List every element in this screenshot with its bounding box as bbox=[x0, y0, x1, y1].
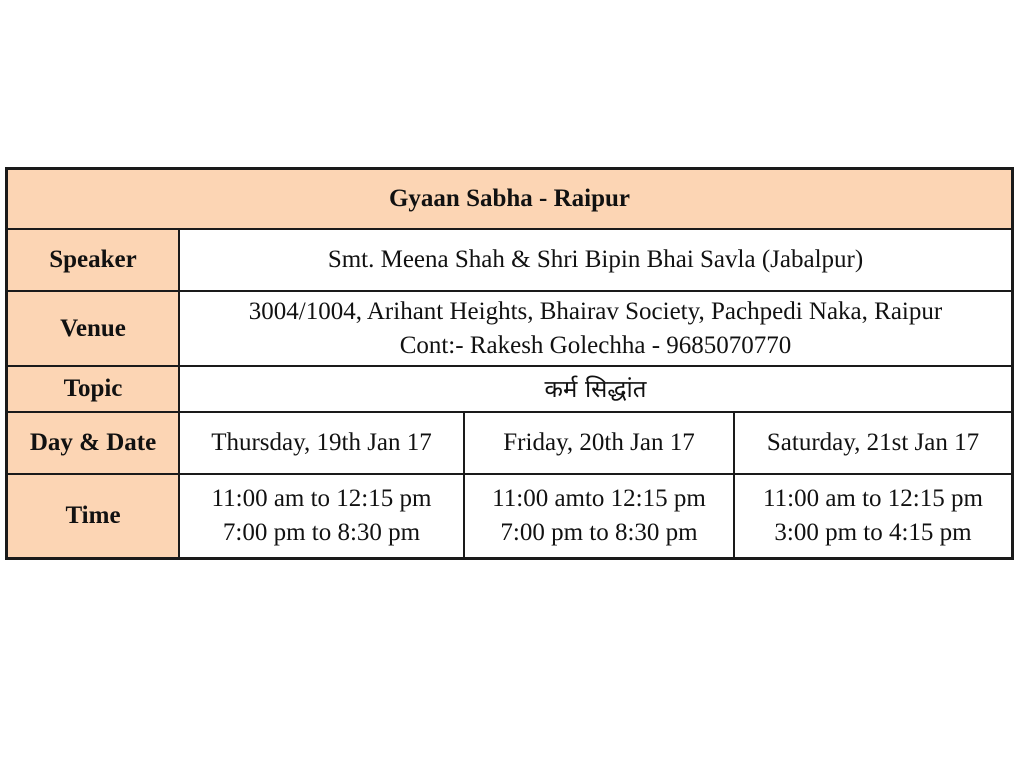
time-slot: 11:00 amto 12:15 pm bbox=[492, 485, 706, 512]
time-slot: 11:00 am to 12:15 pm bbox=[763, 485, 983, 512]
day-date-cell: Friday, 20th Jan 17 bbox=[465, 413, 735, 475]
topic-value: कर्म सिद्धांत bbox=[180, 367, 1011, 413]
topic-label: Topic bbox=[8, 367, 180, 413]
time-label: Time bbox=[8, 475, 180, 557]
speaker-label: Speaker bbox=[8, 230, 180, 292]
day-date-cell: Thursday, 19th Jan 17 bbox=[180, 413, 465, 475]
time-slot: 7:00 pm to 8:30 pm bbox=[222, 519, 421, 546]
venue-label: Venue bbox=[8, 292, 180, 367]
time-cell bbox=[735, 475, 1011, 557]
time-slot: 3:00 pm to 4:15 pm bbox=[774, 519, 972, 546]
table-title: Gyaan Sabha - Raipur bbox=[8, 170, 1011, 230]
venue-value bbox=[180, 292, 1011, 367]
time-cell bbox=[180, 475, 465, 557]
time-slot: 11:00 am to 12:15 pm bbox=[211, 485, 432, 512]
speaker-value: Smt. Meena Shah & Shri Bipin Bhai Savla (Jabalpur) bbox=[180, 230, 1011, 292]
time-cell bbox=[465, 475, 735, 557]
day-date-label: Day & Date bbox=[8, 413, 180, 475]
venue-contact: Cont:- Rakesh Golechha - 9685070770 bbox=[399, 331, 792, 359]
day-date-cell: Saturday, 21st Jan 17 bbox=[735, 413, 1011, 475]
venue-address: 3004/1004, Arihant Heights, Bhairav Society, Pachpedi Naka, Raipur bbox=[248, 297, 943, 325]
time-slot: 7:00 pm to 8:30 pm bbox=[500, 519, 698, 546]
event-schedule-table bbox=[5, 167, 1014, 560]
